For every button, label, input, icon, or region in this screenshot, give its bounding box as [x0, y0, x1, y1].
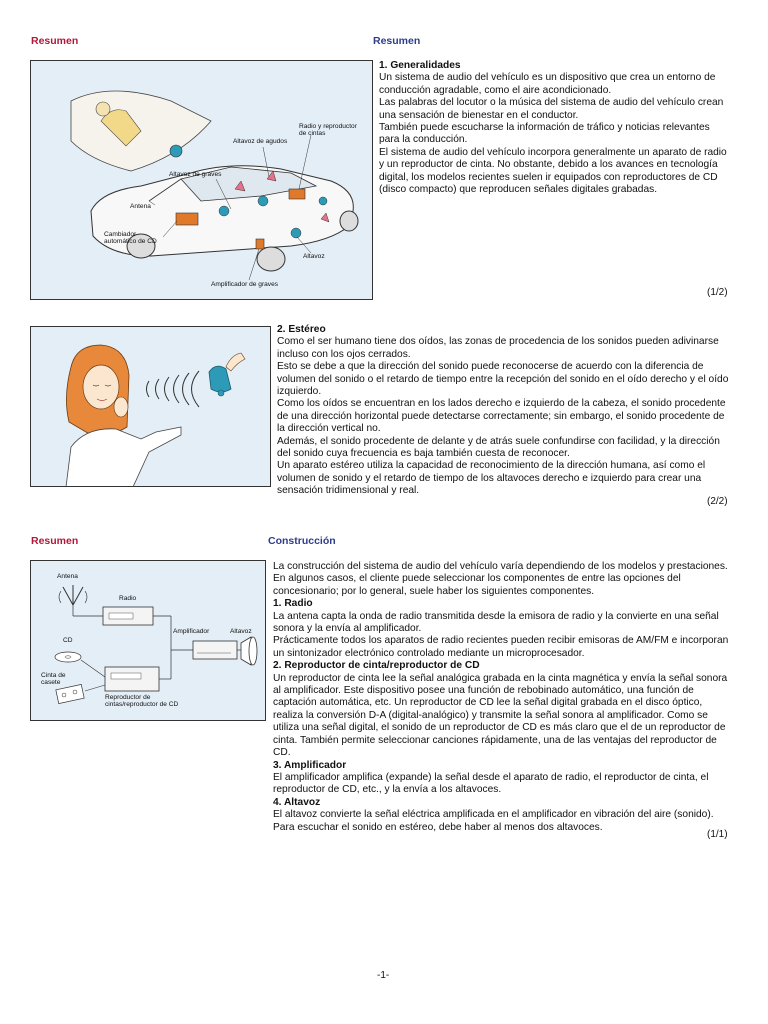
item-text: La antena capta la onda de radio transmitida desde la emisora de radio y la convierte en una señal sonora y la envía al amplificador. Prácticamente todos los aparatos de radio recientes pueden recibir emisoras de AM/FM e incorporan un sintonizador electrónico controlado mediante un microprocesador.	[273, 610, 729, 659]
car-illustration	[31, 61, 373, 300]
page-marker: (2/2)	[707, 496, 728, 507]
label-speaker: Altavoz	[230, 628, 252, 635]
label-radio: Radio	[119, 595, 137, 602]
car-audio-figure	[30, 60, 373, 300]
label-player: Reproductor de cintas/reproductor de CD	[105, 694, 179, 709]
item-text: El amplificador amplifica (expande) la señal desde el aparato de radio, el reproductor de cinta, el reproductor de CD, etc., y la envía a los altavoces.	[273, 771, 709, 796]
paragraph: También puede escucharse la información de tráfico y noticias relevantes para la conducción.	[379, 122, 710, 146]
section3-right-header: Construcción	[268, 535, 336, 547]
paragraph: Las palabras del locutor o la música del sistema de audio del vehículo crean una sensación de bienestar en el conductor.	[379, 97, 724, 121]
paragraph: Un sistema de audio del vehículo es un dispositivo que crea un entorno de conducción agradable, como el aire acondicionado.	[379, 72, 716, 96]
item-title: 2. Reproductor de cinta/reproductor de CD	[273, 660, 480, 672]
label-woofer-amp: Amplificador de graves	[211, 281, 279, 288]
label-woofer: Altavoz de graves	[169, 171, 222, 178]
paragraph: Esto se debe a que la dirección del sonido puede reconocerse de acuerdo con la diferencia de volumen del sonido o el retardo de tiempo entre la recepción del sonido en el oído derecho y el oído izquierdo.	[277, 361, 729, 398]
label-antenna: Antena	[130, 203, 151, 210]
section3-intro: La construcción del sistema de audio del vehículo varía dependiendo de los modelos y prestaciones. En algunos casos, el cliente puede seleccionar los componentes de entre las opciones del concesionario; por lo general, suele haber los siguientes componentes.	[273, 561, 728, 597]
page-marker: (1/1)	[707, 829, 728, 840]
paragraph: Como el ser humano tiene dos oídos, las zonas de procedencia de los sonidos pueden adivinarse incluso con los ojos cerrados.	[277, 336, 719, 360]
section3-left-header: Resumen	[31, 535, 79, 547]
stereo-figure	[30, 326, 271, 487]
section1-text	[379, 60, 731, 196]
section1-heading: 1. Generalidades	[379, 60, 461, 71]
label-cassette: Cinta de casete	[41, 672, 66, 687]
construction-figure	[30, 560, 266, 721]
item-title: 3. Amplificador	[273, 759, 347, 771]
paragraph: Un aparato estéreo utiliza la capacidad de reconocimiento de la dirección humana, así como el volumen de sonido y el retardo de tiempo de los altavoces derecho e izquierdo para crear una sensación tridimensional y real.	[277, 460, 706, 497]
item-title: 4. Altavoz	[273, 796, 321, 808]
label-speaker: Altavoz	[303, 253, 325, 260]
paragraph: Como los oídos se encuentran en los lados derecho e izquierdo de la cabeza, el sonido procedente de una dirección horizontal puede detectarse correctamente; sin embargo, el sonido procedente de la dirección vertical no.	[277, 398, 726, 435]
section3-text	[273, 561, 733, 834]
section2-text	[277, 324, 733, 498]
page-number: -1-	[377, 970, 390, 981]
label-radio-cassette: Radio y reproductor de cintas	[299, 123, 357, 138]
section2-heading: 2. Estéreo	[277, 324, 326, 335]
label-cd: CD	[63, 637, 73, 644]
paragraph: Además, el sonido procedente de delante y de atrás suele confundirse con facilidad, y la dirección del sonido cuya frecuencia es baja también cuesta de reconocer.	[277, 435, 720, 460]
label-amplifier: Amplificador	[173, 628, 210, 635]
section1-right-header: Resumen	[373, 35, 421, 47]
item-text: El altavoz convierte la señal eléctrica amplificada en el amplificador en vibración del aire (sonido). Para escuchar el sonido en estéreo, debe haber al menos dos altavoces.	[273, 809, 714, 833]
label-antenna: Antena	[57, 573, 78, 580]
paragraph: El sistema de audio del vehículo incorpora generalmente un aparato de radio y un reproductor de cinta. No obstante, debido a los avances en tecnología digital, los modelos recientes suelen ir equipados con reproductores de CD (disco compacto) que reproducen señales digitales grabadas.	[379, 146, 727, 196]
item-text: Un reproductor de cinta lee la señal analógica grabada en la cinta magnética y envía la señal sonora al amplificador. Este dispositivo posee una función de rebobinado automático, una función de captación automática, etc. Un reproductor de CD lee la señal digital grabada en el disco óptico, realiza la conversión D-A (digital-analógico) y transmite la señal sonora al amplificador. Como se utiliza una señal digital, el sonido de un reproductor de CD es más claro que el de un reproductor de cinta. También permite seleccionar canciones rápidamente, una de las ventajas del reproductor de CD.	[273, 672, 728, 759]
page-marker: (1/2)	[707, 287, 728, 298]
section1-left-header: Resumen	[31, 35, 79, 47]
label-cd-changer: Cambiador automático de CD	[104, 231, 157, 246]
girl-listening-illustration	[31, 327, 271, 487]
label-tweeter: Altavoz de agudos	[233, 138, 288, 145]
item-title: 1. Radio	[273, 598, 313, 610]
